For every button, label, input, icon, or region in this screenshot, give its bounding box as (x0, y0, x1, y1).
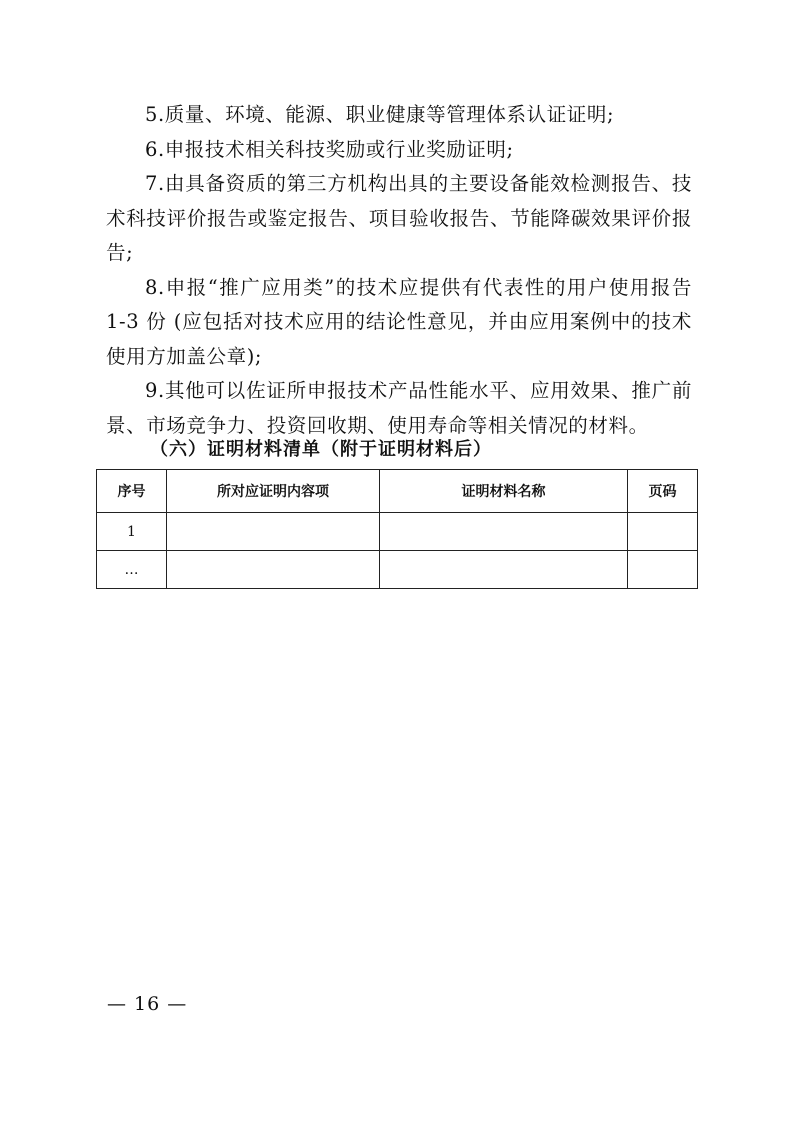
paragraph-item-5: 5.质量、环境、能源、职业健康等管理体系认证证明; (145, 103, 615, 126)
cell-material-name (380, 513, 628, 551)
proof-materials-table (96, 469, 698, 589)
cell-proof-content-item (167, 513, 380, 551)
header-material-name: 证明材料名称 (380, 470, 628, 513)
paragraph-item-6: 6.申报技术相关科技奖励或行业奖励证明; (145, 137, 514, 161)
header-serial-number: 序号 (97, 470, 167, 513)
page-number: — 16 — (107, 993, 188, 1015)
table-header-row (97, 470, 698, 513)
paragraph-item-7: 7.由具备资质的第三方机构出具的主要设备能效检测报告、技术科技评价报告或鉴定报告、项目验收报告、节能降碳效果评价报告; (106, 172, 692, 264)
table-row (97, 551, 698, 589)
cell-page-number (628, 551, 698, 589)
cell-proof-content-item (167, 551, 380, 589)
cell-material-name (380, 551, 628, 589)
paragraph-item-8: 8.申报“推广应用类”的技术应提供有代表性的用户使用报告 1-3 份 (应包括对技术应用的结论性意见，并由应用案例中的技术使用方加盖公章); (106, 275, 692, 368)
paragraph-item-9: 9.其他可以佐证所申报技术产品性能水平、应用效果、推广前景、市场竞争力、投资回收期、使用寿命等相关情况的材料。 (106, 379, 692, 437)
body-text (106, 98, 692, 443)
cell-page-number (628, 513, 698, 551)
section-heading: （六）证明材料清单（附于证明材料后） (150, 439, 492, 460)
table-row (97, 513, 698, 551)
cell-serial-number: … (97, 551, 167, 589)
cell-serial-number: 1 (97, 513, 167, 551)
header-page-number: 页码 (628, 470, 698, 513)
header-proof-content-item: 所对应证明内容项 (167, 470, 380, 513)
